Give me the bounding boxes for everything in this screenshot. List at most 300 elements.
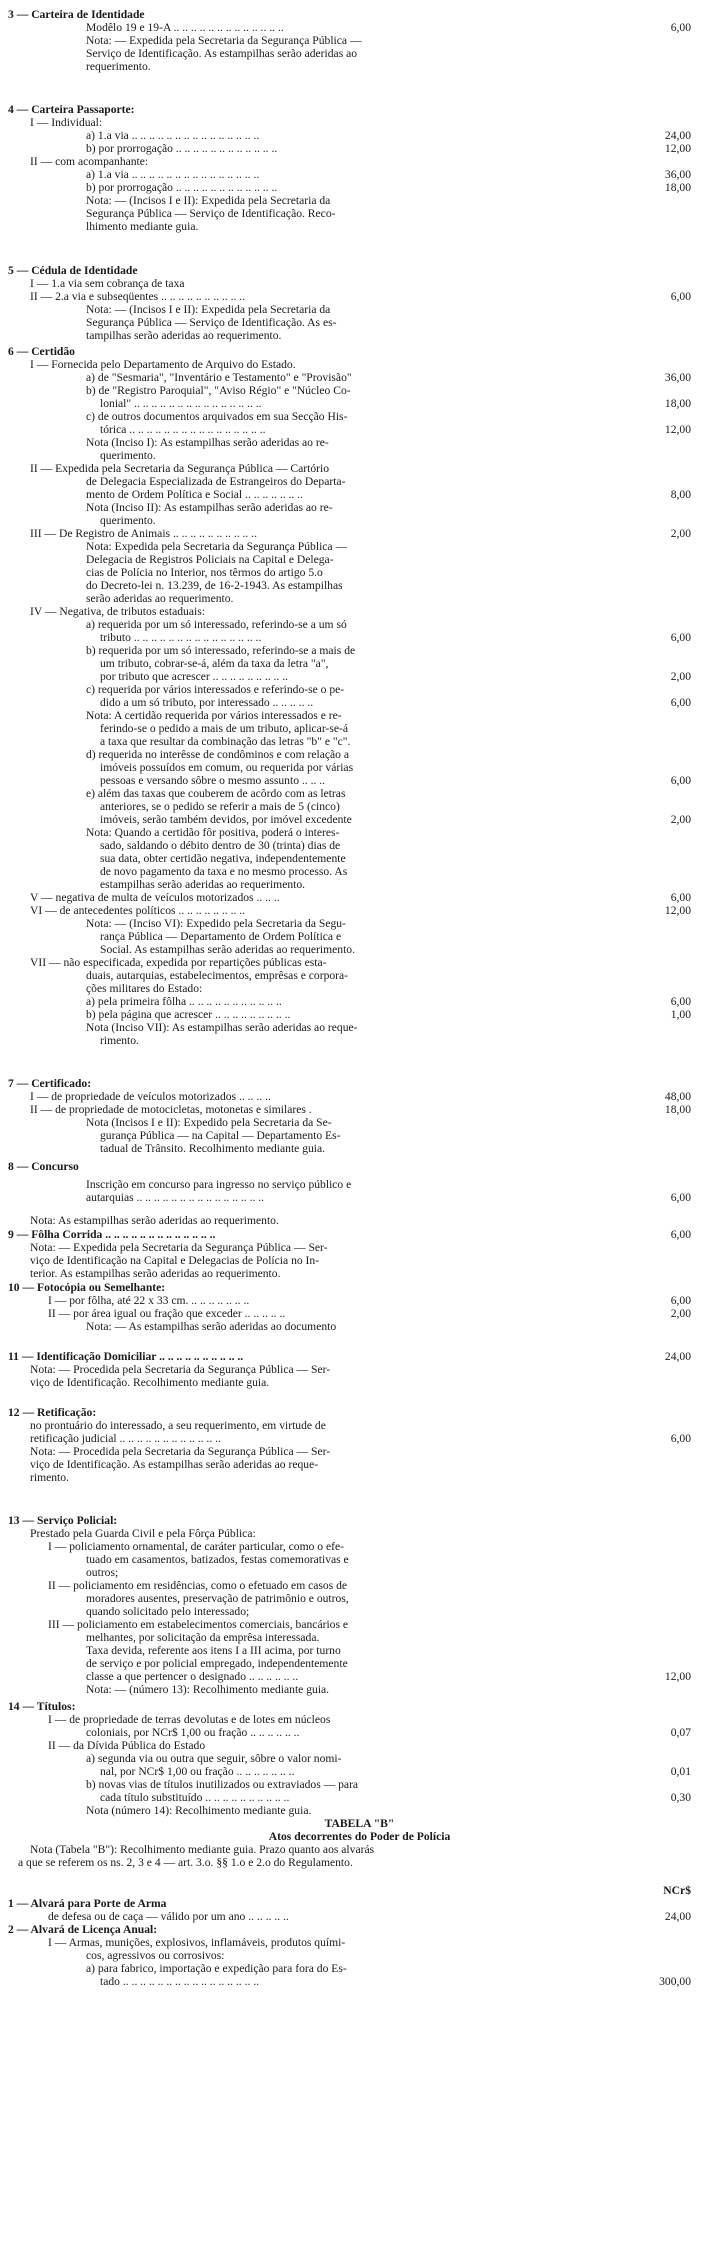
document-line bbox=[0, 969, 719, 983]
document-line bbox=[0, 878, 719, 892]
fee-amount: 12,00 bbox=[664, 423, 691, 436]
line-text: Nota: — Expedida pela Secretaria da Segurança Pública — Ser- bbox=[30, 1241, 328, 1254]
fee-amount: NCr$ bbox=[663, 1884, 691, 1897]
line-text: de serviço e por policial empregado, independentemente bbox=[86, 1657, 348, 1670]
document-line bbox=[0, 1034, 719, 1048]
line-text: tado .. .. .. .. .. .. .. .. .. .. .. .. .. .. .. .. bbox=[100, 1975, 260, 1988]
line-text: a) pela primeira fôlha .. .. .. .. .. .. .. .. .. .. .. bbox=[86, 995, 282, 1008]
line-text: a) segunda via ou outra que seguir, sôbre o valor nomi- bbox=[86, 1752, 342, 1765]
document-line bbox=[0, 1884, 719, 1898]
line-text: a) de "Sesmaria", "Inventário e Testamento" e "Provisão" bbox=[86, 371, 352, 384]
section-heading: 4 — Carteira Passaporte: bbox=[8, 103, 135, 116]
line-text: a que se referem os ns. 2, 3 e 4 — art. 3.o. §§ 1.o e 2.o do Regulamento. bbox=[18, 1856, 353, 1869]
fee-amount: 36,00 bbox=[664, 168, 691, 181]
fee-amount: 2,00 bbox=[670, 670, 691, 683]
line-text: b) pela página que acrescer .. .. .. .. .. .. .. .. .. bbox=[86, 1008, 291, 1021]
document-line bbox=[0, 1752, 719, 1766]
document-line bbox=[0, 194, 719, 208]
fee-amount: 2,00 bbox=[670, 527, 691, 540]
line-text: viço de Identificação. As estampilhas serão aderidas ao reque- bbox=[30, 1458, 319, 1471]
document-line bbox=[0, 1830, 719, 1844]
line-text: pessoas e versando sôbre o mesmo assunto .. .. .. bbox=[100, 774, 326, 787]
section-heading: 10 — Fotocópia ou Semelhante: bbox=[8, 1281, 166, 1294]
fee-amount: 0,07 bbox=[670, 1726, 691, 1739]
document-line bbox=[0, 813, 719, 827]
document-line bbox=[0, 1683, 719, 1697]
line-text: de Delegacia Especializada de Estrangeiros do Departa- bbox=[86, 475, 346, 488]
line-text: querimento. bbox=[100, 514, 156, 527]
fee-amount: 24,00 bbox=[664, 129, 691, 142]
fee-amount: 6,00 bbox=[670, 631, 691, 644]
line-text: Social. As estampilhas serão aderidas ao requerimento. bbox=[100, 943, 355, 956]
line-text: b) de "Registro Paroquial", "Aviso Régio" e "Núcleo Co- bbox=[86, 384, 351, 397]
document-line bbox=[0, 995, 719, 1009]
document-line bbox=[0, 1103, 719, 1117]
line-text: Prestado pela Guarda Civil e pela Fôrça Pública: bbox=[30, 1527, 256, 1540]
line-text: duais, autarquias, estabelecimentos, emprêsas e corpora- bbox=[86, 969, 349, 982]
line-text: cada título substituído .. .. .. .. .. .. .. .. .. .. bbox=[100, 1791, 290, 1804]
section-heading: 8 — Concurso bbox=[8, 1160, 79, 1173]
fee-amount: 300,00 bbox=[659, 1975, 691, 1988]
document-line bbox=[0, 1566, 719, 1580]
document-line bbox=[0, 1726, 719, 1740]
fee-amount: 6,00 bbox=[670, 1228, 691, 1241]
section-heading: 11 — Identificação Domiciliar .. .. .. .. .. .. .. .. .. .. bbox=[8, 1350, 244, 1363]
document-line bbox=[0, 1350, 719, 1364]
line-text: Nota: Expedida pela Secretaria da Segurança Pública — bbox=[86, 540, 348, 553]
document-line bbox=[0, 1376, 719, 1390]
document-line bbox=[0, 540, 719, 554]
document-line bbox=[0, 1713, 719, 1727]
fee-amount: 18,00 bbox=[664, 1103, 691, 1116]
section-heading: 2 — Alvará de Licença Anual: bbox=[8, 1923, 158, 1936]
document-line bbox=[0, 358, 719, 372]
section-heading: 6 — Certidão bbox=[8, 345, 75, 358]
document-line bbox=[0, 220, 719, 234]
document-line bbox=[0, 761, 719, 775]
document-line bbox=[0, 436, 719, 450]
fee-amount: 12,00 bbox=[664, 1670, 691, 1683]
document-line bbox=[0, 290, 719, 304]
document-line bbox=[0, 1657, 719, 1671]
document-line bbox=[0, 1178, 719, 1192]
fee-amount: 2,00 bbox=[670, 1307, 691, 1320]
line-text: Nota: — (Inciso VI): Expedido pela Secretaria da Segu- bbox=[86, 917, 346, 930]
document-line bbox=[0, 207, 719, 221]
section-heading: 13 — Serviço Policial: bbox=[8, 1514, 118, 1527]
document-line bbox=[0, 631, 719, 645]
line-text: cos, agressivos ou corrosivos: bbox=[86, 1949, 225, 1962]
line-text: Nota: — Procedida pela Secretaria da Segurança Pública — Ser- bbox=[30, 1445, 331, 1458]
section-heading: TABELA "B" bbox=[324, 1817, 395, 1830]
document-line bbox=[0, 1191, 719, 1205]
line-text: Nota (Inciso II): As estampilhas serão aderidas ao re- bbox=[86, 501, 333, 514]
line-text: I — Individual: bbox=[30, 116, 103, 129]
line-text: Delegacia de Registros Policiais na Capital e Delega- bbox=[86, 553, 334, 566]
line-text: anteriores, se o pedido se referir a mais de 5 (cinco) bbox=[100, 800, 340, 813]
document-line bbox=[0, 1897, 719, 1911]
line-text: ferindo-se o pedido a mais de um tributo, aplicar-se-á bbox=[100, 722, 348, 735]
line-text: tadual de Trânsito. Recolhimento mediante guia. bbox=[100, 1142, 326, 1155]
line-text: tampilhas serão aderidas ao requerimento. bbox=[86, 329, 282, 342]
line-text: a) 1.a via .. .. .. .. .. .. .. .. .. .. .. .. .. .. .. bbox=[86, 168, 260, 181]
document-line bbox=[0, 1856, 719, 1870]
document-line bbox=[0, 1320, 719, 1334]
line-text: tórica .. .. .. .. .. .. .. .. .. .. .. .. .. .. .. .. bbox=[100, 423, 266, 436]
line-text: de defesa ou de caça — válido por um ano .. .. .. .. .. bbox=[48, 1910, 289, 1923]
document-line bbox=[0, 657, 719, 671]
document-line bbox=[0, 1817, 719, 1831]
line-text: Nota: — (Incisos I e II): Expedida pela Secretaria da bbox=[86, 303, 331, 316]
document-line bbox=[0, 891, 719, 905]
line-text: I — Fornecida pelo Departamento de Arquivo do Estado. bbox=[30, 358, 296, 371]
document-line bbox=[0, 800, 719, 814]
line-text: serão aderidas ao requerimento. bbox=[86, 592, 234, 605]
section-heading: 3 — Carteira de Identidade bbox=[8, 8, 145, 21]
line-text: Nota (número 14): Recolhimento mediante guia. bbox=[86, 1804, 312, 1817]
line-text: retificação judicial .. .. .. .. .. .. .. .. .. .. .. .. bbox=[30, 1432, 221, 1445]
fee-amount: 0,01 bbox=[670, 1765, 691, 1778]
line-text: quando solicitado pelo interessado; bbox=[86, 1605, 250, 1618]
document-line bbox=[0, 1670, 719, 1684]
line-text: nal, por NCr$ 1,00 ou fração .. .. .. .. .. .. .. bbox=[100, 1765, 295, 1778]
line-text: por tributo que acrescer .. .. .. .. .. .. .. .. .. bbox=[100, 670, 289, 683]
line-text: I — 1.a via sem cobrança de taxa bbox=[30, 277, 185, 290]
line-text: II — com acompanhante: bbox=[30, 155, 149, 168]
fee-amount: 6,00 bbox=[670, 1432, 691, 1445]
line-text: I — Armas, munições, explosivos, inflamáveis, produtos quími- bbox=[48, 1936, 346, 1949]
document-line bbox=[0, 605, 719, 619]
line-text: VII — não especificada, expedida por repartições públicas esta- bbox=[30, 956, 327, 969]
line-text: requerimento. bbox=[86, 60, 151, 73]
document-line bbox=[0, 1228, 719, 1242]
document-line bbox=[0, 488, 719, 502]
document-line bbox=[0, 618, 719, 632]
line-text: gurança Pública — na Capital — Departamento Es- bbox=[100, 1129, 341, 1142]
document-line bbox=[0, 722, 719, 736]
document-line bbox=[0, 47, 719, 61]
document-line bbox=[0, 826, 719, 840]
document-line bbox=[0, 1406, 719, 1420]
fee-amount: 6,00 bbox=[670, 21, 691, 34]
line-text: I — de propriedade de veículos motorizados .. .. .. .. bbox=[30, 1090, 271, 1103]
line-text: V — negativa de multa de veículos motorizados .. .. .. bbox=[30, 891, 280, 904]
document-line bbox=[0, 943, 719, 957]
document-line bbox=[0, 1605, 719, 1619]
fee-amount: 6,00 bbox=[670, 891, 691, 904]
document-line bbox=[0, 1592, 719, 1606]
document-line bbox=[0, 1116, 719, 1130]
line-text: II — por área igual ou fração que exceder .. .. .. .. .. bbox=[48, 1307, 286, 1320]
line-text: autarquias .. .. .. .. .. .. .. .. .. .. .. .. .. .. .. bbox=[86, 1191, 265, 1204]
document-line bbox=[0, 1142, 719, 1156]
line-text: Taxa devida, referente aos itens I a III acima, por turno bbox=[86, 1644, 341, 1657]
line-text: coloniais, por NCr$ 1,00 ou fração .. .. .. .. .. .. bbox=[86, 1726, 300, 1739]
section-heading: Atos decorrentes do Poder de Polícia bbox=[268, 1830, 451, 1843]
line-text: Inscrição em concurso para ingresso no serviço público e bbox=[86, 1178, 352, 1191]
line-text: ções militares do Estado: bbox=[86, 982, 203, 995]
line-text: Nota: As estampilhas serão aderidas ao requerimento. bbox=[30, 1214, 279, 1227]
document-line bbox=[0, 1307, 719, 1321]
document-line bbox=[0, 1527, 719, 1541]
document-line bbox=[0, 670, 719, 684]
line-text: Nota: Quando a certidão fôr positiva, poderá o interes- bbox=[86, 826, 340, 839]
document-line bbox=[0, 1214, 719, 1228]
line-text: estampilhas serão aderidas ao requerimento. bbox=[100, 878, 306, 891]
document-line bbox=[0, 592, 719, 606]
line-text: II — da Dívida Pública do Estado bbox=[48, 1739, 206, 1752]
line-text: terior. As estampilhas serão aderidas ao requerimento. bbox=[30, 1267, 281, 1280]
line-text: Nota (Tabela "B"): Recolhimento mediante guia. Prazo quanto aos alvarás bbox=[30, 1843, 375, 1856]
line-text: I — policiamento ornamental, de caráter particular, como o efe- bbox=[48, 1540, 345, 1553]
document-line bbox=[0, 129, 719, 143]
line-text: rimento. bbox=[100, 1034, 139, 1047]
fee-amount: 0,30 bbox=[670, 1791, 691, 1804]
document-line bbox=[0, 1949, 719, 1963]
document-line bbox=[0, 1791, 719, 1805]
line-text: II — Expedida pela Secretaria da Segurança Pública — Cartório bbox=[30, 462, 330, 475]
document-line bbox=[0, 956, 719, 970]
document-line bbox=[0, 865, 719, 879]
document-line bbox=[0, 142, 719, 156]
fee-amount: 12,00 bbox=[664, 142, 691, 155]
line-text: viço de Identificação na Capital e Delegacias de Polícia no In- bbox=[30, 1254, 320, 1267]
line-text: Serviço de Identificação. As estampilhas serão aderidas ao bbox=[86, 47, 358, 60]
document-line bbox=[0, 475, 719, 489]
fee-amount: 36,00 bbox=[664, 371, 691, 384]
document-line bbox=[0, 1077, 719, 1091]
document-line bbox=[0, 384, 719, 398]
line-text: lonial" .. .. .. .. .. .. .. .. .. .. .. .. .. .. .. bbox=[100, 397, 262, 410]
document-line bbox=[0, 787, 719, 801]
line-text: um tributo, cobrar-se-á, além da taxa da letra "a", bbox=[100, 657, 329, 670]
document-line bbox=[0, 904, 719, 918]
document-line bbox=[0, 1700, 719, 1714]
document-line bbox=[0, 1471, 719, 1485]
line-text: viço de Identificação. Recolhimento mediante guia. bbox=[30, 1376, 270, 1389]
line-text: moradores ausentes, preservação de patrimônio e outros, bbox=[86, 1592, 349, 1605]
line-text: Nota: — As estampilhas serão aderidas ao documento bbox=[86, 1320, 337, 1333]
line-text: IV — Negativa, de tributos estaduais: bbox=[30, 605, 205, 618]
line-text: Nota (Inciso I): As estampilhas serão aderidas ao re- bbox=[86, 436, 329, 449]
fee-amount: 12,00 bbox=[664, 904, 691, 917]
document-line bbox=[0, 1804, 719, 1818]
document-line bbox=[0, 264, 719, 278]
line-text: a taxa que resultar da combinação das letras "b" e "c". bbox=[100, 735, 351, 748]
document-line bbox=[0, 1254, 719, 1268]
section-heading: 14 — Títulos: bbox=[8, 1700, 76, 1713]
line-text: VI — de antecedentes políticos .. .. .. .. .. .. .. .. bbox=[30, 904, 246, 917]
line-text: outros; bbox=[86, 1566, 119, 1579]
document-line bbox=[0, 982, 719, 996]
document-line bbox=[0, 1631, 719, 1645]
line-text: d) requerida no interêsse de condôminos e com relação a bbox=[86, 748, 350, 761]
line-text: mento de Ordem Política e Social .. .. .. .. .. .. .. bbox=[86, 488, 304, 501]
line-text: e) além das taxas que couberem de acôrdo com as letras bbox=[86, 787, 346, 800]
section-heading: 7 — Certificado: bbox=[8, 1077, 92, 1090]
fee-amount: 6,00 bbox=[670, 1191, 691, 1204]
line-text: III — De Registro de Animais .. .. .. .. .. .. .. .. .. .. bbox=[30, 527, 258, 540]
document-line bbox=[0, 303, 719, 317]
document-line bbox=[0, 1432, 719, 1446]
fee-amount: 24,00 bbox=[664, 1350, 691, 1363]
fee-amount: 48,00 bbox=[664, 1090, 691, 1103]
document-line bbox=[0, 60, 719, 74]
line-text: sua data, obter certidão negativa, independentemente bbox=[100, 852, 346, 865]
line-text: Nota: A certidão requerida por vários interessados e re- bbox=[86, 709, 342, 722]
document-line bbox=[0, 1363, 719, 1377]
line-text: sado, saldando o débito dentro de 30 (trinta) dias de bbox=[100, 839, 341, 852]
document-line bbox=[0, 735, 719, 749]
document-line bbox=[0, 1843, 719, 1857]
document-line bbox=[0, 1579, 719, 1593]
line-text: III — policiamento em estabelecimentos comerciais, bancários e bbox=[48, 1618, 349, 1631]
line-text: c) de outros documentos arquivados em sua Secção His- bbox=[86, 410, 348, 423]
line-text: do Decreto-lei n. 13.239, de 16-2-1943. As estampilhas bbox=[86, 579, 343, 592]
document-line bbox=[0, 1090, 719, 1104]
document-line bbox=[0, 1445, 719, 1459]
section-heading: 9 — Fôlha Corrida .. .. .. .. .. .. .. .. .. .. .. .. .. bbox=[8, 1228, 216, 1241]
line-text: cias de Polícia no Interior, nos têrmos do artigo 5.o bbox=[86, 566, 323, 579]
document-line bbox=[0, 1765, 719, 1779]
document-line bbox=[0, 514, 719, 528]
document-line bbox=[0, 1419, 719, 1433]
document-line bbox=[0, 1778, 719, 1792]
document-line bbox=[0, 181, 719, 195]
line-text: II — 2.a via e subseqüentes .. .. .. .. .. .. .. .. .. .. bbox=[30, 290, 246, 303]
document-line bbox=[0, 329, 719, 343]
document-line bbox=[0, 579, 719, 593]
document-line bbox=[0, 1514, 719, 1528]
document-line bbox=[0, 1553, 719, 1567]
line-text: de novo pagamento da taxa e no mesmo processo. As bbox=[100, 865, 348, 878]
document-line bbox=[0, 527, 719, 541]
line-text: b) novas vias de títulos inutilizados ou extraviados — para bbox=[86, 1778, 359, 1791]
section-heading: 5 — Cédula de Identidade bbox=[8, 264, 138, 277]
line-text: Segurança Pública — Serviço de Identificação. Reco- bbox=[86, 207, 336, 220]
fee-amount: 6,00 bbox=[670, 1294, 691, 1307]
line-text: II — policiamento em residências, como o efetuado em casos de bbox=[48, 1579, 348, 1592]
document-line bbox=[0, 1739, 719, 1753]
line-text: imóveis, serão também devidos, por imóvel excedente bbox=[100, 813, 352, 826]
document-line bbox=[0, 917, 719, 931]
fee-amount: 18,00 bbox=[664, 181, 691, 194]
fee-amount: 6,00 bbox=[670, 774, 691, 787]
document-line bbox=[0, 345, 719, 359]
line-text: b) por prorrogação .. .. .. .. .. .. .. .. .. .. .. .. bbox=[86, 142, 278, 155]
section-heading: 1 — Alvará para Porte de Arma bbox=[8, 1897, 167, 1910]
line-text: b) requerida por um só interessado, referindo-se a mais de bbox=[86, 644, 356, 657]
line-text: Segurança Pública — Serviço de Identificação. As es- bbox=[86, 316, 337, 329]
document-line bbox=[0, 1962, 719, 1976]
line-text: I — de propriedade de terras devolutas e de lotes em núcleos bbox=[48, 1713, 331, 1726]
document-line bbox=[0, 1160, 719, 1174]
document-line bbox=[0, 774, 719, 788]
document-line bbox=[0, 696, 719, 710]
document-line bbox=[0, 553, 719, 567]
document-line bbox=[0, 316, 719, 330]
line-text: tributo .. .. .. .. .. .. .. .. .. .. .. .. .. .. .. bbox=[100, 631, 262, 644]
document-line bbox=[0, 462, 719, 476]
line-text: c) requerida por vários interessados e referindo-se o pe- bbox=[86, 683, 345, 696]
document-line bbox=[0, 155, 719, 169]
section-heading: 12 — Retificação: bbox=[8, 1406, 97, 1419]
document-line bbox=[0, 748, 719, 762]
document-line bbox=[0, 1644, 719, 1658]
line-text: querimento. bbox=[100, 449, 156, 462]
document-line bbox=[0, 1975, 719, 1989]
document-line bbox=[0, 21, 719, 35]
line-text: melhantes, por solicitação da emprêsa interessada. bbox=[86, 1631, 320, 1644]
document-line bbox=[0, 839, 719, 853]
line-text: I — por fôlha, até 22 x 33 cm. .. .. .. .. .. .. .. bbox=[48, 1294, 250, 1307]
document-line bbox=[0, 1008, 719, 1022]
document-line bbox=[0, 8, 719, 22]
document-line bbox=[0, 501, 719, 515]
document-line bbox=[0, 566, 719, 580]
document-line bbox=[0, 1618, 719, 1632]
document-line bbox=[0, 709, 719, 723]
line-text: a) requerida por um só interessado, referindo-se a um só bbox=[86, 618, 347, 631]
fee-amount: 6,00 bbox=[670, 290, 691, 303]
line-text: classe a que pertencer o designado .. .. .. .. .. .. bbox=[86, 1670, 299, 1683]
document-line bbox=[0, 1458, 719, 1472]
line-text: a) 1.a via .. .. .. .. .. .. .. .. .. .. .. .. .. .. .. bbox=[86, 129, 260, 142]
document-line bbox=[0, 852, 719, 866]
line-text: lhimento mediante guia. bbox=[86, 220, 199, 233]
document-line bbox=[0, 410, 719, 424]
document-line bbox=[0, 168, 719, 182]
fee-amount: 18,00 bbox=[664, 397, 691, 410]
fee-amount: 2,00 bbox=[670, 813, 691, 826]
document-line bbox=[0, 277, 719, 291]
line-text: Nota: — (Incisos I e II): Expedida pela Secretaria da bbox=[86, 194, 331, 207]
fee-amount: 6,00 bbox=[670, 995, 691, 1008]
document-line bbox=[0, 103, 719, 117]
line-text: rimento. bbox=[30, 1471, 69, 1484]
line-text: Nota: — (número 13): Recolhimento mediante guia. bbox=[86, 1683, 330, 1696]
line-text: rança Pública — Departamento de Ordem Política e bbox=[100, 930, 342, 943]
document-line bbox=[0, 1267, 719, 1281]
line-text: II — de propriedade de motocicletas, motonetas e similares . bbox=[30, 1103, 312, 1116]
line-text: Nota (Incisos I e II): Expedido pela Secretaria da Se- bbox=[86, 1116, 332, 1129]
document-line bbox=[0, 1021, 719, 1035]
document-line bbox=[0, 397, 719, 411]
line-text: Nota: — Expedida pela Secretaria da Segurança Pública — bbox=[86, 34, 362, 47]
document-line bbox=[0, 1241, 719, 1255]
document-line bbox=[0, 1910, 719, 1924]
document-line bbox=[0, 1923, 719, 1937]
document-line bbox=[0, 1936, 719, 1950]
document-line bbox=[0, 449, 719, 463]
line-text: Nota (Inciso VII): As estampilhas serão aderidas ao reque- bbox=[86, 1021, 358, 1034]
line-text: Modêlo 19 e 19-A .. .. .. .. .. .. .. .. .. .. .. .. .. bbox=[86, 21, 284, 34]
line-text: no prontuário do interessado, a seu requerimento, em virtude de bbox=[30, 1419, 326, 1432]
fee-amount: 6,00 bbox=[670, 696, 691, 709]
document-line bbox=[0, 683, 719, 697]
line-text: Nota: — Procedida pela Secretaria da Segurança Pública — Ser- bbox=[30, 1363, 331, 1376]
line-text: imóveis possuídos em comum, ou requerida por várias bbox=[100, 761, 354, 774]
line-text: dido a um só tributo, por interessado .. .. .. .. .. bbox=[100, 696, 314, 709]
line-text: b) por prorrogação .. .. .. .. .. .. .. .. .. .. .. .. bbox=[86, 181, 278, 194]
document-line bbox=[0, 34, 719, 48]
document-line bbox=[0, 1294, 719, 1308]
fee-amount: 24,00 bbox=[664, 1910, 691, 1923]
document-line bbox=[0, 423, 719, 437]
document-line bbox=[0, 644, 719, 658]
document-line bbox=[0, 1540, 719, 1554]
document-line bbox=[0, 371, 719, 385]
